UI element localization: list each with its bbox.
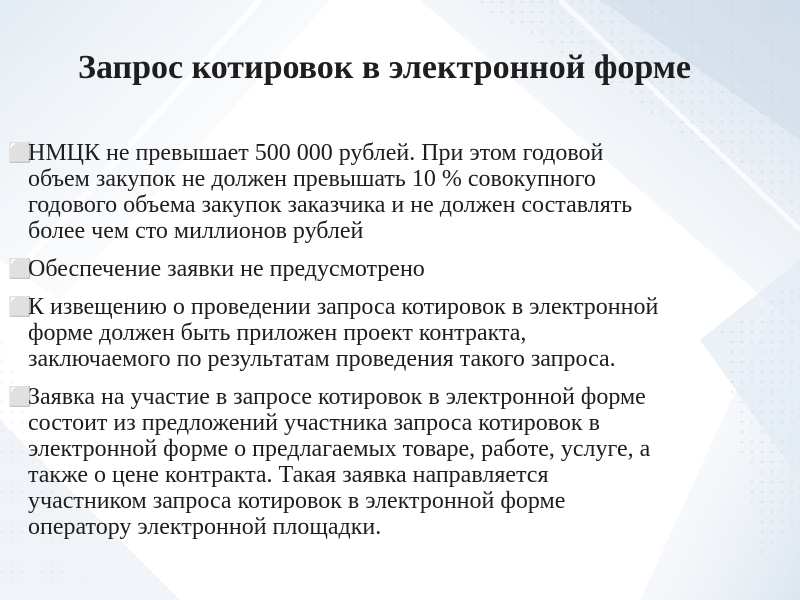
slide-title: Запрос котировок в электронной форме	[78, 49, 692, 86]
bullet-list	[8, 140, 798, 552]
bullet-text: Заявка на участие в запросе котировок в электронной форме состоит из предложений участника запроса котировок в электронной форме о предлагаемых товаре, работе, услуге, а также о цене контракта. Такая заявка направляется участником запроса котировок в электронной форме оператору электронной площадки.	[28, 384, 651, 540]
bullet-item-application	[8, 384, 798, 540]
bullet-item-contract-draft	[8, 294, 798, 372]
square-bullet-icon: ⬜	[8, 296, 32, 318]
bullet-text: НМЦК не превышает 500 000 рублей. При этом годовой объем закупок не должен превышать 10 % совокупного годового объема закупок заказчика и не должен составлять более чем сто миллионов рублей	[28, 140, 633, 244]
square-bullet-icon: ⬜	[8, 386, 32, 408]
bullet-text: К извещению о проведении запроса котировок в электронной форме должен быть приложен проект контракта, заключаемого по результатам проведения такого запроса.	[28, 294, 659, 372]
square-bullet-icon: ⬜	[8, 142, 32, 164]
square-bullet-icon: ⬜	[8, 258, 32, 280]
bullet-text: Обеспечение заявки не предусмотрено	[28, 256, 425, 282]
bullet-item-security	[8, 256, 798, 282]
bullet-item-nmck	[8, 140, 798, 244]
